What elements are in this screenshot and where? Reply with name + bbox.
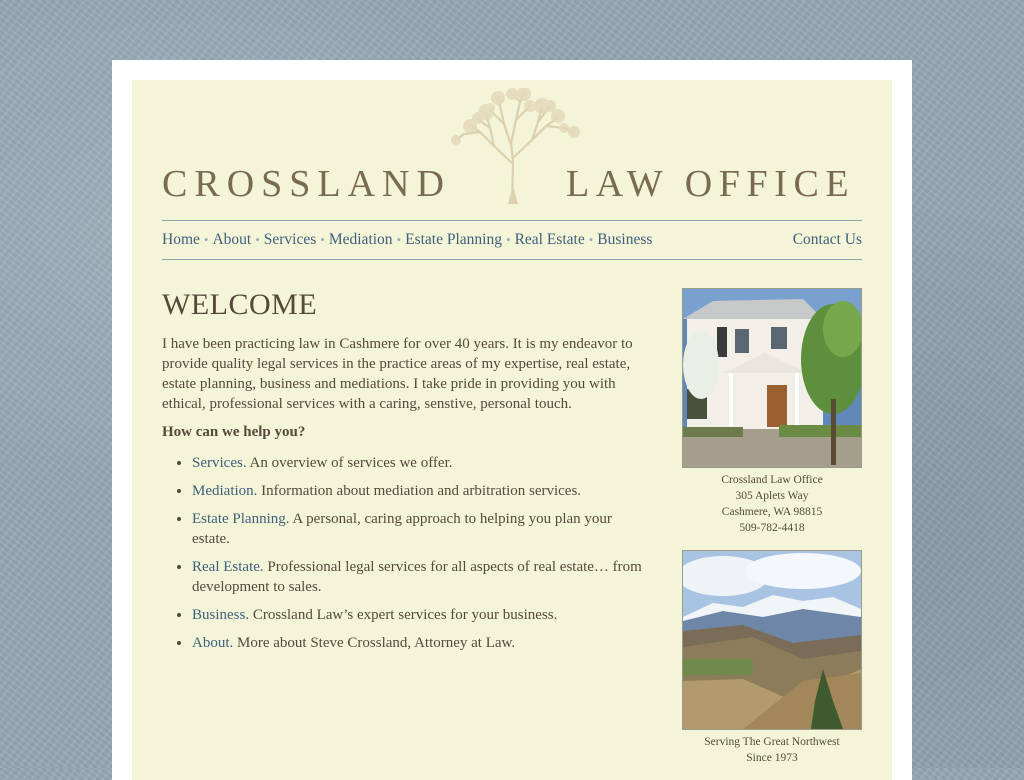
list-item — [192, 605, 642, 625]
nav-separator: • — [255, 232, 260, 247]
real-estate-description: Professional legal services for all aspects of real estate… from development to sales. — [192, 559, 642, 595]
site-header — [162, 80, 862, 220]
about-link[interactable]: About. — [192, 635, 234, 651]
office-city: Cashmere, WA 98815 — [721, 506, 823, 518]
nav-contact-us[interactable]: Contact Us — [792, 231, 862, 248]
page-frame — [112, 60, 912, 780]
estate-planning-description: A personal, caring approach to helping you plan your estate. — [192, 511, 612, 547]
nav-separator: • — [203, 232, 209, 247]
real-estate-link[interactable]: Real Estate. — [192, 559, 264, 575]
office-street: 305 Aplets Way — [735, 490, 809, 502]
list-item — [192, 509, 642, 549]
about-description: More about Steve Crossland, Attorney at Law. — [233, 635, 516, 651]
logo-crossland: CROSSLAND — [162, 163, 451, 205]
nav-home[interactable]: Home — [162, 231, 200, 248]
estate-planning-link[interactable]: Estate Planning. — [192, 511, 290, 527]
mountain-landscape-photo — [682, 550, 862, 730]
nav-separator: • — [396, 232, 402, 247]
list-item — [192, 453, 642, 473]
landscape-caption-line1: Serving The Great Northwest — [704, 736, 840, 748]
sidebar — [682, 288, 862, 780]
list-item — [192, 481, 642, 501]
content-panel — [132, 80, 892, 780]
page-title: WELCOME — [162, 288, 318, 321]
nav-separator: • — [506, 232, 511, 247]
main-content — [162, 288, 642, 661]
list-item — [192, 557, 642, 597]
nav-business[interactable]: Business — [597, 231, 653, 248]
services-description: An overview of services we offer. — [246, 455, 453, 471]
mediation-link[interactable]: Mediation. — [192, 483, 258, 499]
tree-icon — [450, 88, 580, 204]
landscape-caption — [682, 734, 862, 766]
intro-paragraph: I have been practicing law in Cashmere for over 40 years. It is my endeavor to provide quality legal services in the practice areas of my expertise, real estate, estate planning, business and mediations. I take pride in providing you with ethical, professional services with a caring, senstive, personal touch. — [162, 336, 633, 412]
nav-estate-planning[interactable]: Estate Planning — [405, 231, 502, 248]
help-heading: How can we help you? — [162, 424, 306, 440]
mediation-description: Information about mediation and arbitration services. — [257, 483, 582, 499]
nav-separator: • — [588, 232, 594, 247]
list-item — [192, 633, 642, 653]
business-description: Crossland Law’s expert services for your business. — [249, 607, 558, 623]
nav-about[interactable]: About — [212, 231, 252, 248]
services-list — [162, 453, 642, 653]
nav-items — [162, 231, 652, 249]
nav-mediation[interactable]: Mediation — [328, 231, 393, 248]
office-name: Crossland Law Office — [721, 474, 823, 486]
main-navigation — [162, 220, 862, 260]
nav-real-estate[interactable]: Real Estate — [514, 231, 585, 248]
office-caption — [682, 472, 862, 536]
office-building-photo — [682, 288, 862, 468]
landscape-caption-line2: Since 1973 — [746, 752, 798, 764]
nav-services[interactable]: Services — [263, 231, 317, 248]
nav-separator: • — [320, 232, 325, 247]
business-link[interactable]: Business. — [192, 607, 250, 623]
logo-law-office: LAW OFFICE — [566, 163, 856, 205]
office-phone: 509-782-4418 — [739, 522, 805, 534]
services-link[interactable]: Services. — [192, 455, 247, 471]
